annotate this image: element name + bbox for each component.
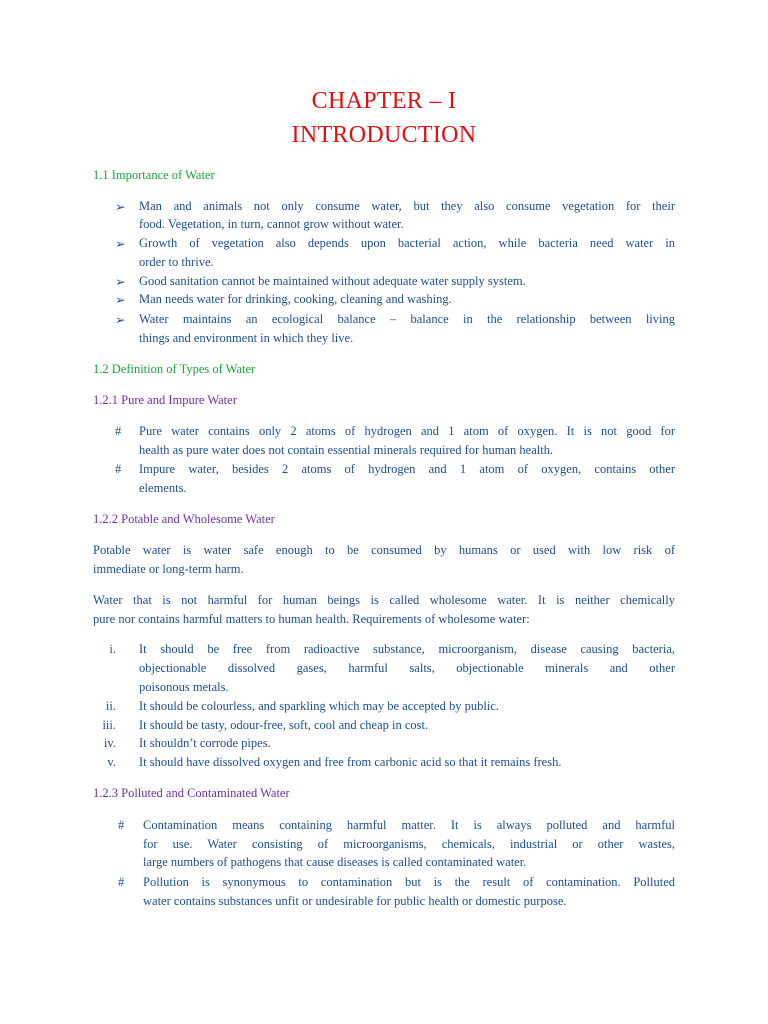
bullet-line: Growth of vegetation also depends upon bacterial action, while bacteria need water in [139, 236, 675, 250]
list-line: objectionable dissolved gases, harmful salts, objectionable minerals and other [139, 661, 675, 675]
bullet-line: Man and animals not only consume water, but they also consume vegetation for their [139, 199, 675, 213]
hash-marker: # [118, 818, 125, 832]
list-line: It should have dissolved oxygen and free from carbonic acid so that it remains fresh. [139, 755, 562, 769]
paragraph-line: Potable water is water safe enough to be consumed by humans or used with low risk of [93, 543, 675, 557]
chapter-title: CHAPTER – I [311, 88, 457, 114]
list-line: Pure water contains only 2 atoms of hydrogen and 1 atom of oxygen. It is not good for [139, 424, 675, 438]
list-number: ii. [105, 699, 116, 713]
section-heading-1-2-2: 1.2.2 Potable and Wholesome Water [93, 512, 275, 526]
section-heading-1-1: 1.1 Importance of Water [93, 168, 215, 182]
hash-marker: # [115, 462, 122, 476]
list-number: v. [107, 755, 116, 769]
list-line: for use. Water consisting of microorganisms, chemicals, industrial or other wastes, [143, 837, 675, 851]
list-line: water contains substances unfit or undesirable for public health or domestic purpose. [143, 894, 567, 908]
list-line: Impure water, besides 2 atoms of hydrogen and 1 atom of oxygen, contains other [139, 462, 675, 476]
bullet-icon: ➢ [115, 275, 126, 289]
section-heading-1-2-3: 1.2.3 Polluted and Contaminated Water [93, 786, 290, 800]
list-line: health as pure water does not contain essential minerals required for human health. [139, 443, 554, 457]
bullet-icon: ➢ [115, 237, 126, 251]
list-line: It should be free from radioactive substance, microorganism, disease causing bacteria, [139, 642, 675, 656]
bullet-line: Good sanitation cannot be maintained without adequate water supply system. [139, 274, 526, 288]
list-line: It should be tasty, odour-free, soft, cool and cheap in cost. [139, 718, 429, 732]
list-line: elements. [139, 481, 187, 495]
paragraph-line: pure nor contains harmful matters to human health. Requirements of wholesome water: [93, 612, 530, 626]
list-number: iv. [103, 736, 116, 750]
hash-marker: # [115, 424, 122, 438]
paragraph-line: immediate or long-term harm. [93, 562, 244, 576]
hash-marker: # [118, 875, 125, 889]
list-number: iii. [102, 718, 116, 732]
bullet-line: food. Vegetation, in turn, cannot grow without water. [139, 217, 404, 231]
list-line: It shouldn’t corrode pipes. [139, 736, 271, 750]
list-line: It should be colourless, and sparkling which may be accepted by public. [139, 699, 499, 713]
section-heading-1-2: 1.2 Definition of Types of Water [93, 362, 256, 376]
bullet-icon: ➢ [115, 313, 126, 327]
section-heading-1-2-1: 1.2.1 Pure and Impure Water [93, 393, 237, 407]
bullet-line: Water maintains an ecological balance – balance in the relationship between living [139, 312, 675, 326]
bullet-icon: ➢ [115, 200, 126, 214]
paragraph-line: Water that is not harmful for human beings is called wholesome water. It is neither chemically [93, 593, 675, 607]
list-line: Contamination means containing harmful matter. It is always polluted and harmful [143, 818, 675, 832]
bullet-line: order to thrive. [139, 255, 214, 269]
list-number: i. [109, 642, 116, 656]
list-line: large numbers of pathogens that cause diseases is called contaminated water. [143, 855, 527, 869]
bullet-icon: ➢ [115, 293, 126, 307]
bullet-line: Man needs water for drinking, cooking, cleaning and washing. [139, 292, 452, 306]
list-line: poisonous metals. [139, 680, 229, 694]
list-line: Pollution is synonymous to contamination but is the result of contamination. Polluted [143, 875, 675, 889]
bullet-line: things and environment in which they live. [139, 331, 354, 345]
chapter-subtitle: INTRODUCTION [291, 122, 477, 148]
